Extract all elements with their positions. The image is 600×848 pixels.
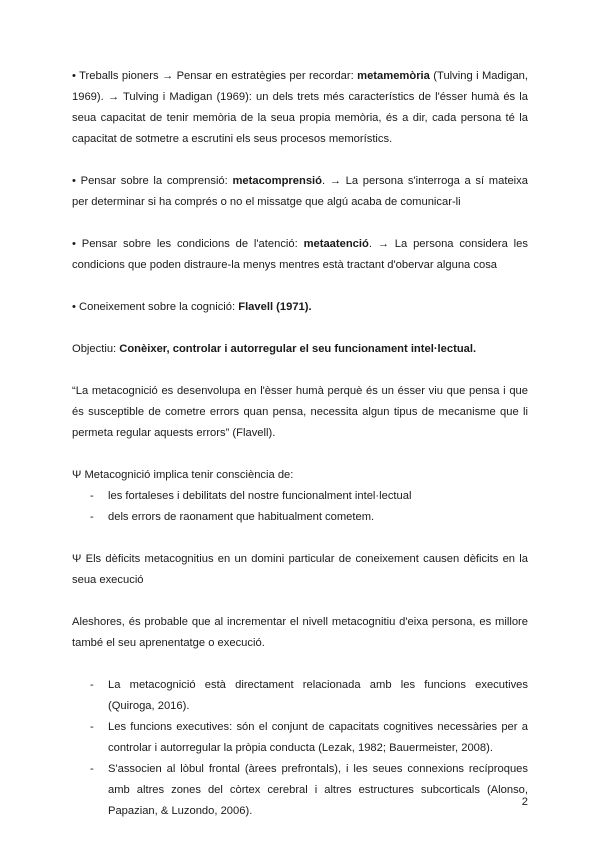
dash-bullet: - <box>90 679 94 691</box>
paragraph-flavell: • Coneixement sobre la cognició: Flavell (1971). <box>72 301 312 313</box>
paragraph-quote: “La metacognició es desenvolupa en l'èsser humà perquè és un ésser viu que pensa i que és susceptible de cometre errors quan pensa, necessita algun tipus de mecanisme que li permeta regular aquests errors” (Flavell). <box>72 385 528 439</box>
term-metamemoria: metamemòria <box>357 70 430 82</box>
term-objectiu: Conèixer, controlar i autorregular el seu funcionament intel·lectual. <box>119 343 477 355</box>
list-item: - La metacognició està directament relacionada amb les funcions executives (Quiroga, 2016). <box>72 675 528 717</box>
paragraph-metaatencio: • Pensar sobre les condicions de l'atenció: metaatenció. → La persona considera les condicions que poden distraure-la menys mentres està tractant d'obervar alguna cosa <box>72 238 528 271</box>
list-consciencia <box>72 486 528 528</box>
paragraph-metamemoria: • Treballs pioners → Pensar en estratègies per recordar: metamemòria (Tulving i Madigan, 1969). → Tulving i Madigan (1969): un dels trets més característics de l'ésser humà és la seua capacitat de tenir memòria de la seua propia memòria, és a dir, cada persona té la capacitat de sotmetre a escrutini els seus procesos memorístics. <box>72 70 528 145</box>
dash-bullet: - <box>90 763 94 775</box>
dash-bullet: - <box>90 490 94 502</box>
term-flavell: Flavell (1971). <box>238 301 312 313</box>
list-item: - Les funcions executives: són el conjunt de capacitats cognitives necessàries per a controlar i autorregular la pròpia conducta (Lezak, 1982; Bauermeister, 2008). <box>72 717 528 759</box>
paragraph-deficits: Ψ Els dèficits metacognitius en un domini particular de coneixement causen dèficits en la seua execució <box>72 553 528 586</box>
document-page <box>72 66 528 822</box>
paragraph-aleshores: Aleshores, és probable que al incrementar el nivell metacognitiu d'eixa persona, es millore també el seu aprenentatge o execució. <box>72 616 528 649</box>
list-item: - les fortaleses i debilitats del nostre funcionalment intel·lectual <box>72 486 528 507</box>
list-item: - dels errors de raonament que habitualment cometem. <box>72 507 528 528</box>
dash-bullet: - <box>90 721 94 733</box>
paragraph-metacomprensio: • Pensar sobre la comprensió: metacomprensió. → La persona s'interroga a sí mateixa per determinar si ha comprés o no el missatge que algú acaba de comunicar-li <box>72 175 528 208</box>
list-item: - S'associen al lòbul frontal (àrees prefrontals), i les seues connexions recíproques amb altres zones del còrtex cerebral i altres estructures subcorticals (Alonso, Papazian, & Luzondo, 2006). <box>72 759 528 822</box>
paragraph-objectiu: Objectiu: Conèixer, controlar i autorregular el seu funcionament intel·lectual. <box>72 343 477 355</box>
list-funcions-executives <box>72 675 528 822</box>
dash-bullet: - <box>90 511 94 523</box>
page-number: 2 <box>521 796 528 808</box>
term-metacomprensio: metacomprensió <box>232 175 322 187</box>
term-metaatencio: metaatenció <box>303 238 369 250</box>
paragraph-consciencia: Ψ Metacognició implica tenir consciència de: <box>72 469 294 481</box>
